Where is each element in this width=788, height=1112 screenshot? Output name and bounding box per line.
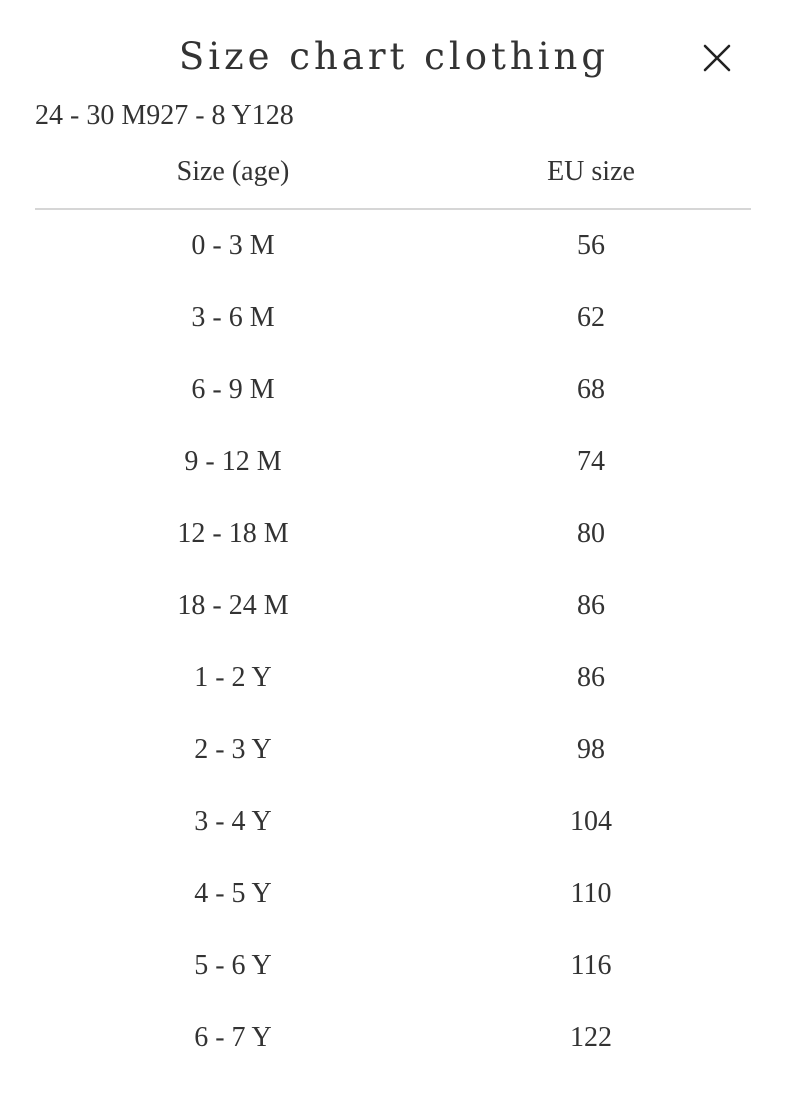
- table-row: [35, 714, 751, 786]
- table-row: [35, 282, 751, 354]
- table-row: [35, 354, 751, 426]
- table-row: [35, 786, 751, 858]
- size-table: [35, 136, 751, 1074]
- table-header: [35, 136, 751, 210]
- eu-size-cell: 98: [577, 734, 605, 765]
- header-size-age: Size (age): [176, 156, 290, 187]
- eu-size-cell: 122: [570, 1022, 612, 1053]
- size-age-cell: 3 - 4 Y: [194, 806, 272, 837]
- size-age-cell: 6 - 9 M: [191, 374, 275, 405]
- eu-size-cell: 86: [577, 590, 605, 621]
- size-age-cell: 12 - 18 M: [177, 518, 289, 549]
- size-summary-text: 24 - 30 M927 - 8 Y128: [35, 100, 294, 131]
- size-age-cell: 9 - 12 M: [184, 446, 282, 477]
- table-row: [35, 642, 751, 714]
- size-age-cell: 1 - 2 Y: [194, 662, 272, 693]
- size-age-cell: 5 - 6 Y: [194, 950, 272, 981]
- eu-size-cell: 68: [577, 374, 605, 405]
- table-row: [35, 858, 751, 930]
- eu-size-cell: 62: [577, 302, 605, 333]
- eu-size-cell: 110: [570, 878, 612, 909]
- size-age-cell: 6 - 7 Y: [194, 1022, 272, 1053]
- eu-size-cell: 56: [577, 230, 605, 261]
- table-row: [35, 498, 751, 570]
- table-row: [35, 570, 751, 642]
- eu-size-cell: 116: [570, 950, 612, 981]
- close-icon: [697, 38, 737, 78]
- close-button[interactable]: [697, 38, 737, 78]
- eu-size-cell: 74: [577, 446, 605, 477]
- size-age-cell: 3 - 6 M: [191, 302, 275, 333]
- table-row: [35, 426, 751, 498]
- table-row: [35, 210, 751, 282]
- size-age-cell: 18 - 24 M: [177, 590, 289, 621]
- size-age-cell: 2 - 3 Y: [194, 734, 272, 765]
- eu-size-cell: 104: [570, 806, 612, 837]
- size-age-cell: 0 - 3 M: [191, 230, 275, 261]
- table-row: [35, 930, 751, 1002]
- eu-size-cell: 86: [577, 662, 605, 693]
- modal-title: Size chart clothing: [178, 35, 610, 78]
- table-row: [35, 1002, 751, 1074]
- eu-size-cell: 80: [577, 518, 605, 549]
- header-eu-size: EU size: [547, 156, 635, 187]
- size-age-cell: 4 - 5 Y: [194, 878, 272, 909]
